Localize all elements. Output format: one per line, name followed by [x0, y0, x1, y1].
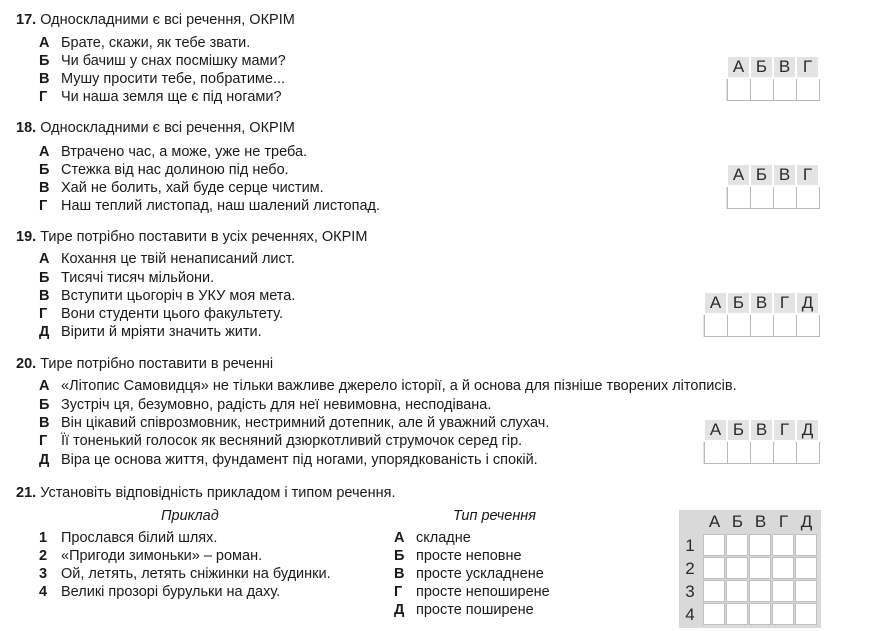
q21-type-a: А складне [394, 530, 471, 546]
answer-cell[interactable] [796, 314, 819, 337]
answer-cell[interactable] [796, 441, 819, 464]
grid-label: В [750, 292, 773, 314]
grid-label: Б [750, 56, 773, 78]
answer-cell[interactable] [704, 314, 727, 337]
answer-cell[interactable] [727, 78, 750, 101]
q18-option-c[interactable]: В Хай не болить, хай буде серце чистим. [39, 180, 324, 196]
answer-cell[interactable] [726, 603, 748, 625]
q21-example-2: 2 «Пригоди зимоньки» – роман. [39, 548, 263, 564]
question-number: 19. [16, 229, 37, 245]
answer-cell[interactable] [795, 534, 817, 556]
examples-header: Приклад [161, 508, 219, 524]
answer-cell[interactable] [796, 186, 819, 209]
grid-label: Г [773, 419, 796, 441]
grid-col-label: Д [800, 512, 813, 531]
grid-row-label: 1 [685, 536, 695, 555]
q17-answer-grid [726, 55, 820, 101]
q19-answer-grid [703, 291, 820, 337]
grid-label: Г [773, 292, 796, 314]
answer-cell[interactable] [773, 441, 796, 464]
answer-cell[interactable] [749, 534, 771, 556]
q19-option-d[interactable]: Г Вони студенти цього факультету. [39, 306, 283, 322]
q18-option-a[interactable]: А Втрачено час, а може, уже не треба. [39, 144, 308, 160]
answer-cell[interactable] [773, 78, 796, 101]
answer-cell[interactable] [726, 580, 748, 602]
grid-label: Б [727, 292, 750, 314]
answer-cell[interactable] [773, 186, 796, 209]
q17-option-d[interactable]: Г Чи наша земля ще є під ногами? [39, 89, 282, 105]
answer-cell[interactable] [795, 603, 817, 625]
q18-answer-grid [726, 163, 820, 209]
answer-cell[interactable] [703, 580, 725, 602]
grid-row-label: 2 [685, 559, 695, 578]
answer-cell[interactable] [772, 603, 794, 625]
answer-cell[interactable] [727, 186, 750, 209]
answer-cell[interactable] [703, 557, 725, 579]
answer-cell[interactable] [750, 441, 773, 464]
grid-label: А [704, 419, 727, 441]
q19-option-a[interactable]: А Кохання це твій ненаписаний лист. [39, 251, 295, 267]
question-number: 21. [16, 485, 37, 501]
grid-col-label: В [754, 512, 767, 531]
grid-label: А [727, 56, 750, 78]
q21-example-4: 4 Великі прозорі бурульки на даху. [39, 584, 281, 600]
question-19-title [16, 229, 367, 245]
q20-option-b[interactable]: Б Зустріч ця, безумовно, радість для неї невимовна, несподівана. [39, 397, 492, 413]
q20-option-d[interactable]: Г Її тоненький голосок як весняний дзюркотливий струмочок серед гір. [39, 433, 523, 449]
q21-type-d: Г просте непоширене [394, 584, 550, 600]
question-17-title [16, 12, 295, 28]
q18-option-b[interactable]: Б Стежка від нас долиною під небо. [39, 162, 289, 178]
answer-cell[interactable] [750, 314, 773, 337]
question-text: Тире потрібно поставити в усіх реченнях, ОКРІМ [40, 229, 368, 245]
q20-option-a[interactable]: А «Літопис Самовидця» не тільки важливе джерело історії, а й основа для пізніше творених літописів. [39, 378, 737, 394]
question-text: Установіть відповідність прикладом і типом речення. [40, 485, 396, 501]
question-number: 20. [16, 356, 37, 372]
grid-label: В [773, 56, 796, 78]
grid-row-label: 4 [685, 605, 695, 624]
q21-matching-grid [679, 510, 821, 628]
grid-col-label: Г [778, 512, 789, 531]
answer-cell[interactable] [726, 534, 748, 556]
grid-label: Д [796, 292, 819, 314]
answer-cell[interactable] [772, 557, 794, 579]
answer-cell[interactable] [772, 580, 794, 602]
answer-cell[interactable] [750, 78, 773, 101]
q21-type-e: Д просте поширене [394, 602, 534, 618]
answer-cell[interactable] [726, 557, 748, 579]
q21-type-b: Б просте неповне [394, 548, 522, 564]
q17-option-b[interactable]: Б Чи бачиш у снах посмішку мами? [39, 53, 286, 69]
question-21-title [16, 485, 395, 501]
question-20-title [16, 356, 273, 372]
grid-row-label: 3 [685, 582, 695, 601]
grid-label: Б [750, 164, 773, 186]
answer-cell[interactable] [703, 603, 725, 625]
question-18-title [16, 120, 295, 136]
q18-option-d[interactable]: Г Наш теплий листопад, наш шалений листопад. [39, 198, 381, 214]
answer-cell[interactable] [773, 314, 796, 337]
q21-example-3: 3 Ой, летять, летять сніжинки на будинки. [39, 566, 331, 582]
q19-option-c[interactable]: В Вступити цьогоріч в УКУ моя мета. [39, 288, 296, 304]
answer-cell[interactable] [727, 441, 750, 464]
q20-option-c[interactable]: В Він цікавий співрозмовник, нестримний дотепник, але й уважний слухач. [39, 415, 550, 431]
grid-label: А [727, 164, 750, 186]
types-header: Тип речення [453, 508, 537, 524]
answer-cell[interactable] [750, 186, 773, 209]
grid-col-label: Б [731, 512, 744, 531]
q20-option-e[interactable]: Д Віра це основа життя, фундамент під ногами, упорядкованість і спокій. [39, 452, 538, 468]
answer-cell[interactable] [749, 580, 771, 602]
question-text: Односкладними є всі речення, ОКРІМ [40, 120, 295, 136]
question-number: 18. [16, 120, 37, 136]
q21-example-1: 1 Прослався білий шлях. [39, 530, 218, 546]
answer-cell[interactable] [795, 557, 817, 579]
question-number: 17. [16, 12, 37, 28]
q21-type-c: В просте ускладнене [394, 566, 544, 582]
answer-cell[interactable] [795, 580, 817, 602]
answer-cell[interactable] [749, 603, 771, 625]
q19-option-e[interactable]: Д Вірити й мріяти значить жити. [39, 324, 262, 340]
q17-option-c[interactable]: В Мушу просити тебе, побратиме... [39, 71, 286, 87]
answer-cell[interactable] [703, 534, 725, 556]
answer-cell[interactable] [727, 314, 750, 337]
grid-label: В [750, 419, 773, 441]
grid-label: Д [796, 419, 819, 441]
q19-option-b[interactable]: Б Тисячі тисяч мільйони. [39, 270, 215, 286]
grid-label: Г [796, 56, 819, 78]
q17-option-a[interactable]: А Брате, скажи, як тебе звати. [39, 35, 251, 51]
answer-cell[interactable] [704, 441, 727, 464]
question-text: Тире потрібно поставити в реченні [40, 356, 274, 372]
answer-cell[interactable] [749, 557, 771, 579]
grid-label: Г [796, 164, 819, 186]
grid-label: А [704, 292, 727, 314]
answer-cell[interactable] [796, 78, 819, 101]
grid-label: Б [727, 419, 750, 441]
q20-answer-grid [703, 418, 820, 464]
grid-label: В [773, 164, 796, 186]
answer-cell[interactable] [772, 534, 794, 556]
grid-col-label: А [708, 512, 721, 531]
question-text: Односкладними є всі речення, ОКРІМ [40, 12, 295, 28]
